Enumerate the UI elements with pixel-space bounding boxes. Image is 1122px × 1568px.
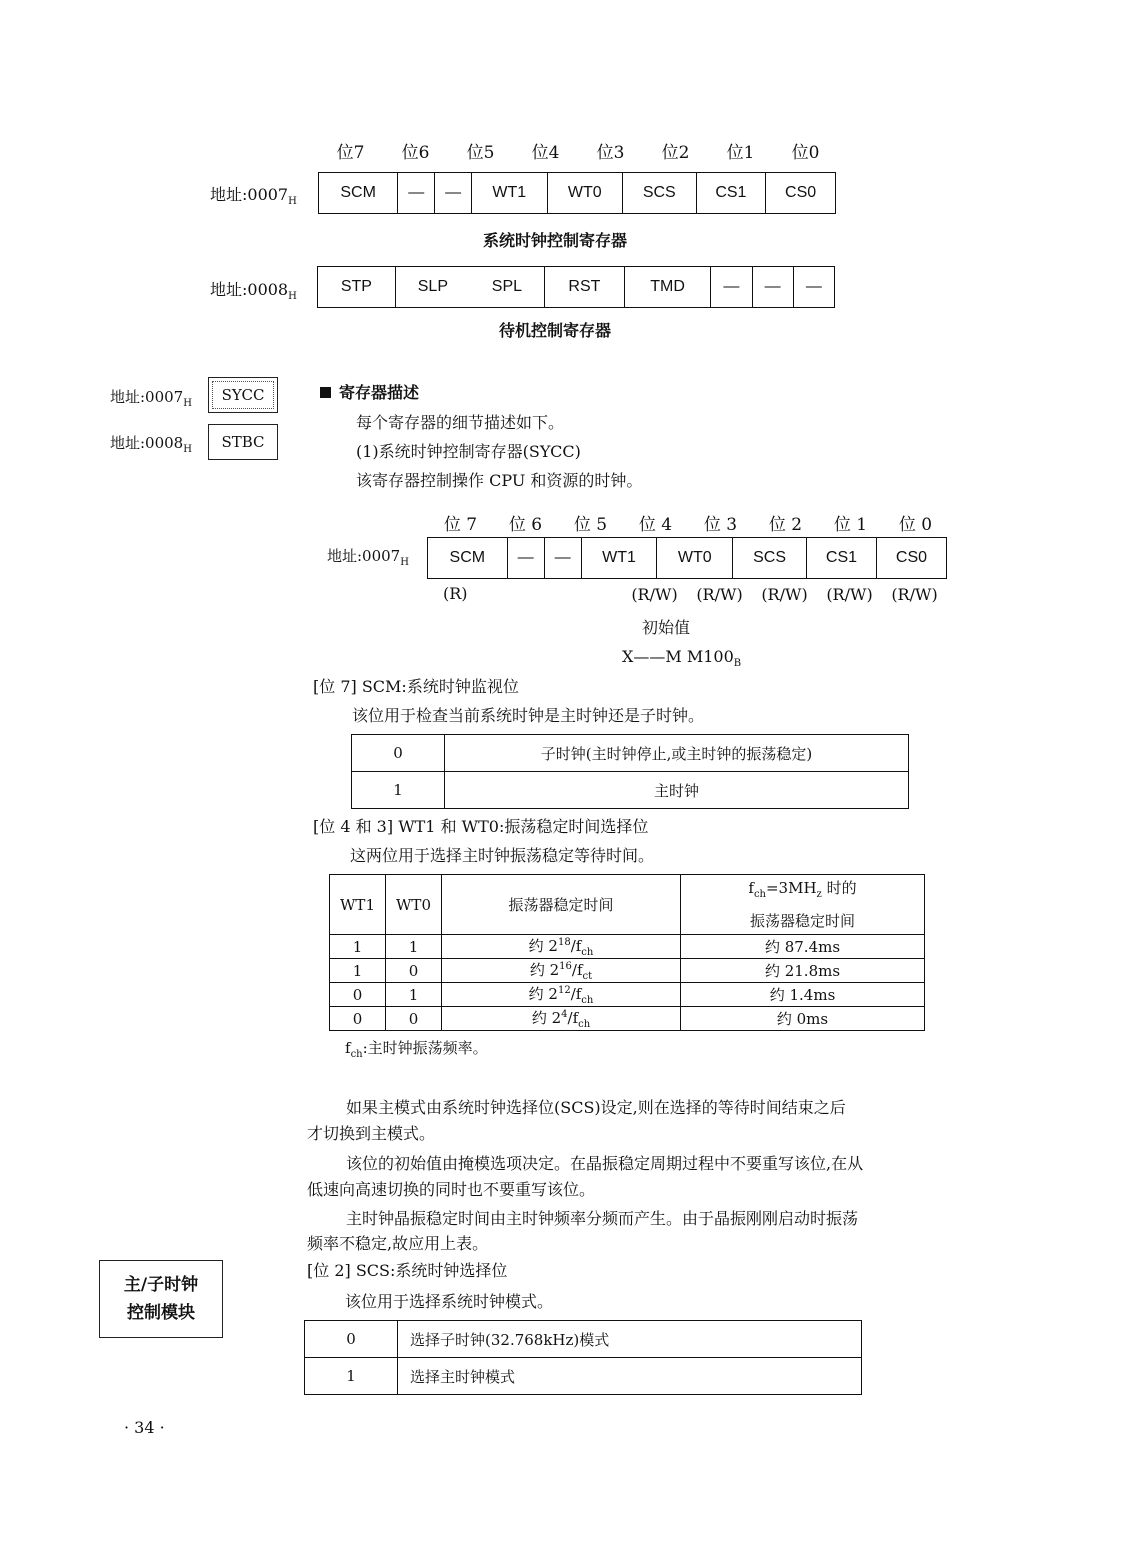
- module-label-line2: 控制模块: [127, 1303, 195, 1323]
- bit43-table: [329, 874, 925, 1031]
- bit7-table: [351, 734, 909, 809]
- access-rw: (R/W): [891, 585, 938, 604]
- bit-label: 位1: [726, 143, 755, 163]
- bit-label: 位 1: [833, 515, 868, 535]
- table-cell: 1: [386, 935, 442, 959]
- reg-cell: CS1: [696, 173, 766, 214]
- reg-detail-address: 地址$:0007_H$: [327, 547, 409, 568]
- reg1-caption: 系统时钟控制寄存器: [483, 231, 628, 250]
- reg-cell: SCM: [428, 538, 508, 579]
- reg-cell: RST: [544, 267, 624, 308]
- table-cell: 1: [352, 772, 445, 809]
- page-number: · 34 ·: [124, 1418, 165, 1437]
- bit-label: 位 0: [898, 515, 933, 535]
- table-header: 振荡器稳定时间: [442, 875, 681, 935]
- para3-line1: 主时钟晶振稳定时间由主时钟频率分频而产生。由于晶振刚刚启动时振荡: [346, 1209, 859, 1228]
- reg-cell: WT0: [547, 173, 622, 214]
- access-r: (R): [443, 584, 468, 603]
- section-title: 寄存器描述: [320, 381, 419, 405]
- sidebar-sycc-address: 地址$:0007_H$: [110, 388, 192, 409]
- table-cell: 约 1.4ms: [681, 983, 925, 1007]
- table-cell: 约 21.8ms: [681, 959, 925, 983]
- reg-cell: WT1: [472, 173, 547, 214]
- reg1-bit-labels: [318, 138, 838, 163]
- reg2-caption: 待机控制寄存器: [499, 321, 612, 340]
- reg-cell: —: [544, 538, 581, 579]
- reg-cell: SPL: [470, 267, 545, 308]
- table-cell: 0: [305, 1321, 398, 1358]
- access-rw-row: [622, 585, 947, 604]
- para3-line2: 频率不稳定,故应用上表。: [307, 1234, 489, 1253]
- sidebar-stbc-label: STBC: [208, 424, 278, 460]
- bit-label: 位0: [791, 143, 820, 163]
- init-value: X——M $M100_B$: [622, 647, 742, 670]
- para1-line2: 才切换到主模式。: [307, 1124, 436, 1143]
- table-cell: 0: [386, 1007, 442, 1031]
- table-cell: 约 $2^{12}/f_{ch}$: [442, 983, 681, 1007]
- table-header: WT0: [386, 875, 442, 935]
- table-cell: 0: [330, 983, 386, 1007]
- bit-label: 位 2: [768, 515, 803, 535]
- reg1-table: [318, 172, 836, 214]
- table-header: WT1: [330, 875, 386, 935]
- reg-detail-bit-labels: [428, 510, 948, 535]
- reg1-address: 地址$:0007_H$: [210, 185, 297, 208]
- access-rw: (R/W): [696, 585, 743, 604]
- table-cell: 主时钟: [445, 772, 909, 809]
- reg-cell: WT0: [657, 538, 733, 579]
- table-cell: 选择子时钟(32.768kHz)模式: [398, 1321, 862, 1358]
- bit2-desc: 该位用于选择系统时钟模式。: [345, 1292, 554, 1311]
- reg-cell: SCS: [733, 538, 807, 579]
- table-cell: 1: [386, 983, 442, 1007]
- square-bullet-icon: [320, 387, 331, 398]
- para1-line1: 如果主模式由系统时钟选择位(SCS)设定,则在选择的等待时间结束之后: [346, 1098, 846, 1117]
- bit-label: 位 5: [573, 515, 608, 535]
- reg-cell: —: [711, 267, 752, 308]
- table-cell: 1: [330, 935, 386, 959]
- bit43-note: $f_{ch}$:主时钟振荡频率。: [345, 1039, 488, 1060]
- access-rw: (R/W): [631, 585, 678, 604]
- table-cell: 1: [305, 1358, 398, 1395]
- bit2-heading: [位 2] SCS:系统时钟选择位: [307, 1261, 508, 1280]
- reg-cell: SLP: [395, 267, 470, 308]
- table-cell: 约 87.4ms: [681, 935, 925, 959]
- reg-cell: —: [398, 173, 435, 214]
- table-cell: 1: [330, 959, 386, 983]
- sidebar-stbc-address: 地址$:0008_H$: [110, 434, 192, 455]
- bit-label: 位 3: [703, 515, 738, 535]
- bit-label: 位3: [596, 143, 625, 163]
- init-label: 初始值: [642, 618, 691, 637]
- bit2-table: [304, 1320, 862, 1395]
- reg-cell: CS1: [807, 538, 877, 579]
- sidebar-sycc-label: SYCC: [208, 377, 278, 413]
- section-line3: 该寄存器控制操作 CPU 和资源的时钟。: [356, 471, 643, 490]
- bit-label: 位2: [661, 143, 690, 163]
- reg-cell: —: [752, 267, 793, 308]
- bit-label: 位 6: [508, 515, 543, 535]
- bit7-desc: 该位用于检查当前系统时钟是主时钟还是子时钟。: [352, 706, 705, 725]
- bit43-desc: 这两位用于选择主时钟振荡稳定等待时间。: [350, 846, 655, 865]
- table-cell: 选择主时钟模式: [398, 1358, 862, 1395]
- reg-cell: —: [507, 538, 544, 579]
- module-label-line1: 主/子时钟: [123, 1275, 199, 1295]
- reg-cell: —: [435, 173, 472, 214]
- table-cell: 约 $2^{18}/f_{ch}$: [442, 935, 681, 959]
- table-cell: 子时钟(主时钟停止,或主时钟的振荡稳定): [445, 735, 909, 772]
- bit43-heading: [位 4 和 3] WT1 和 WT0:振荡稳定时间选择位: [313, 817, 649, 836]
- table-cell: 约 $2^4/f_{ch}$: [442, 1007, 681, 1031]
- bit-label: 位 4: [638, 515, 673, 535]
- reg-cell: SCS: [622, 173, 696, 214]
- table-cell: 0: [386, 959, 442, 983]
- table-cell: 0: [352, 735, 445, 772]
- access-rw: (R/W): [826, 585, 873, 604]
- bit-label: 位7: [336, 143, 365, 163]
- table-cell: 0: [330, 1007, 386, 1031]
- table-cell: 约 0ms: [681, 1007, 925, 1031]
- section-line2: (1)系统时钟控制寄存器(SYCC): [356, 442, 581, 461]
- module-label-box: [99, 1260, 223, 1338]
- reg-cell: CS0: [766, 173, 836, 214]
- bit-label: 位6: [401, 143, 430, 163]
- reg-detail-table: [427, 537, 947, 579]
- para2-line1: 该位的初始值由掩模选项决定。在晶振稳定周期过程中不要重写该位,在从: [346, 1154, 864, 1173]
- table-header: $f_{ch}=3MH_z$ 时的 振荡器稳定时间: [681, 875, 925, 935]
- table-cell: 约 $2^{16}/f_{ct}$: [442, 959, 681, 983]
- bit-label: 位4: [531, 143, 560, 163]
- bit-label: 位5: [466, 143, 495, 163]
- bit-label: 位 7: [443, 515, 478, 535]
- para2-line2: 低速向高速切换的同时也不要重写该位。: [307, 1180, 596, 1199]
- section-line1: 每个寄存器的细节描述如下。: [356, 413, 565, 432]
- reg2-table: [317, 266, 835, 308]
- reg2-address: 地址$:0008_H$: [210, 280, 297, 303]
- reg-cell: CS0: [876, 538, 946, 579]
- reg-cell: SCM: [319, 173, 398, 214]
- reg-cell: STP: [318, 267, 396, 308]
- reg-cell: WT1: [581, 538, 657, 579]
- reg-cell: TMD: [624, 267, 710, 308]
- reg-cell: —: [793, 267, 834, 308]
- bit7-heading: [位 7] SCM:系统时钟监视位: [313, 677, 519, 696]
- access-rw: (R/W): [761, 585, 808, 604]
